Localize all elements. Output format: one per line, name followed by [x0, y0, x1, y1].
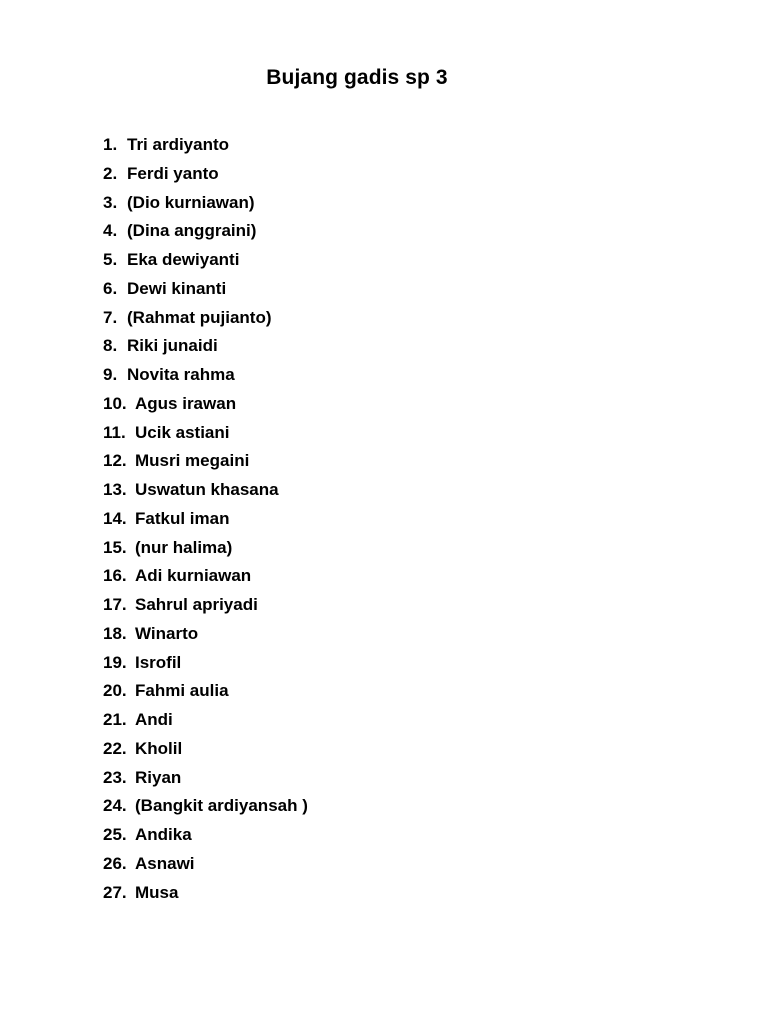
item-number: 25. — [103, 825, 127, 844]
item-number: 2. — [103, 163, 118, 183]
item-name: Ferdi yanto — [127, 163, 219, 183]
list-item — [103, 562, 308, 591]
item-name: Andika — [135, 825, 192, 844]
document-title: Bujang gadis sp 3 — [266, 66, 448, 89]
item-number: 23. — [103, 767, 127, 787]
item-name: Winarto — [135, 623, 199, 643]
list-item — [103, 476, 308, 505]
item-name: Andi — [135, 710, 173, 729]
item-name: Riyan — [135, 767, 182, 787]
item-name: Musa — [135, 882, 179, 902]
item-name: Dewi kinanti — [127, 278, 227, 298]
item-name: Tri ardiyanto — [127, 135, 230, 154]
list-item — [103, 591, 308, 620]
list-item — [103, 764, 308, 793]
item-number: 22. — [103, 738, 127, 758]
item-number: 9. — [103, 365, 118, 384]
list-item — [103, 189, 308, 218]
item-name: Ucik astiani — [135, 422, 230, 442]
name-list — [103, 131, 308, 907]
list-item — [103, 304, 308, 333]
item-number: 6. — [103, 278, 118, 298]
list-item — [103, 275, 308, 304]
item-number: 18. — [103, 623, 127, 643]
item-number: 7. — [103, 307, 118, 327]
list-item — [103, 447, 308, 476]
list-item — [103, 879, 308, 908]
item-number: 4. — [103, 221, 118, 241]
list-item — [103, 361, 308, 390]
item-number: 12. — [103, 451, 127, 471]
list-item — [103, 850, 308, 879]
item-name: Eka dewiyanti — [127, 250, 240, 269]
item-number: 26. — [103, 853, 127, 873]
list-item — [103, 160, 308, 189]
item-number: 19. — [103, 652, 127, 672]
item-number: 14. — [103, 508, 127, 528]
item-name: Adi kurniawan — [135, 566, 252, 586]
list-item — [103, 131, 308, 160]
list-item — [103, 620, 308, 649]
item-number: 3. — [103, 192, 118, 212]
list-item — [103, 217, 308, 246]
item-name: Novita rahma — [127, 365, 235, 384]
item-number: 10. — [103, 393, 127, 413]
item-name: Uswatun khasana — [135, 480, 279, 499]
list-item — [103, 735, 308, 764]
item-name: (Dina anggraini) — [127, 221, 257, 241]
item-name: (Rahmat pujianto) — [127, 307, 272, 327]
list-item — [103, 390, 308, 419]
item-number: 8. — [103, 336, 118, 356]
item-name: Kholil — [135, 738, 183, 758]
item-number: 27. — [103, 882, 127, 902]
item-number: 24. — [103, 796, 127, 816]
item-name: Fatkul iman — [135, 508, 230, 528]
list-item — [103, 534, 308, 563]
list-item — [103, 419, 308, 448]
item-name: (Bangkit ardiyansah ) — [135, 796, 308, 816]
item-number: 17. — [103, 595, 127, 614]
list-item — [103, 332, 308, 361]
list-item — [103, 246, 308, 275]
item-name: Agus irawan — [135, 393, 237, 413]
item-number: 5. — [103, 250, 118, 269]
item-name: Sahrul apriyadi — [135, 595, 258, 614]
item-name: (nur halima) — [135, 537, 233, 557]
list-item — [103, 706, 308, 735]
item-number: 11. — [103, 422, 126, 442]
item-number: 15. — [103, 537, 127, 557]
item-number: 20. — [103, 681, 127, 701]
list-item — [103, 677, 308, 706]
list-item — [103, 505, 308, 534]
item-name: (Dio kurniawan) — [127, 192, 255, 212]
list-item — [103, 792, 308, 821]
item-name: Isrofil — [135, 652, 182, 672]
item-name: Riki junaidi — [127, 336, 218, 356]
item-name: Asnawi — [135, 853, 195, 873]
list-item — [103, 821, 308, 850]
item-number: 1. — [103, 135, 118, 154]
item-number: 13. — [103, 480, 127, 499]
item-name: Fahmi aulia — [135, 681, 229, 701]
item-number: 16. — [103, 566, 127, 586]
item-number: 21. — [103, 710, 127, 729]
list-item — [103, 649, 308, 678]
item-name: Musri megaini — [135, 451, 250, 471]
